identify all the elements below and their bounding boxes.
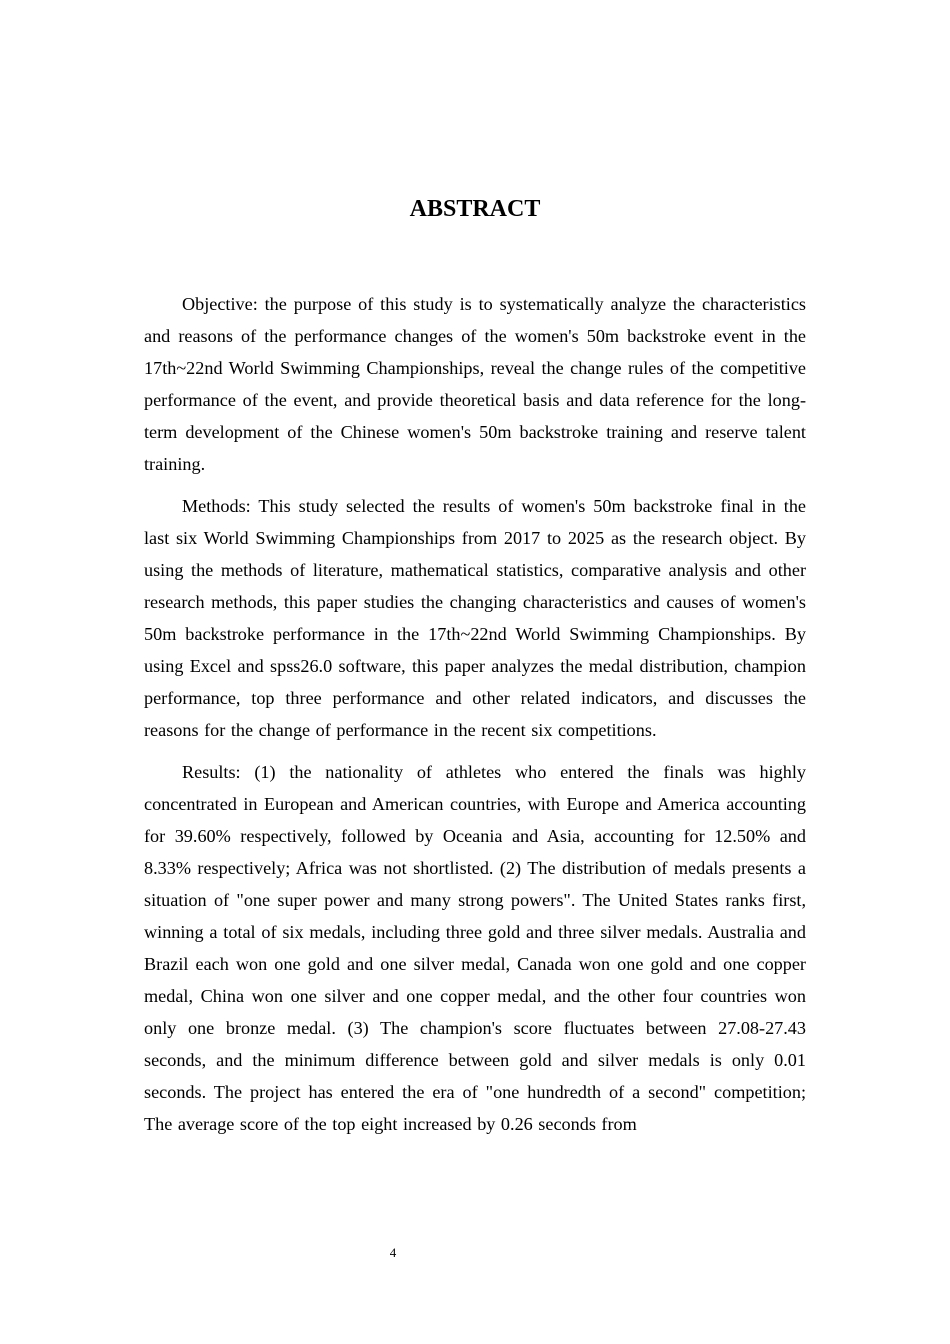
methods-paragraph: Methods: This study selected the results of women's 50m backstroke final in the last six World Swimming Championships from 2017 to 2025 as the research object. By using the methods of literature, mathematical statistics, comparative analysis and other research methods, this paper studies the changing characteristics and causes of women's 50m backstroke performance in the 17th~22nd World Swimming Championships. By using Excel and spss26.0 software, this paper analyzes the medal distribution, champion performance, top three performance and other related indicators, and discusses the reasons for the change of performance in the recent six competitions. xyxy=(144,496,806,740)
page-number: 4 xyxy=(389,1245,397,1260)
abstract-heading: ABSTRACT xyxy=(409,196,541,222)
results-paragraph: Results: (1) the nationality of athletes who entered the finals was highly concentrated in European and American countries, with Europe and America accounting for 39.60% respectively, followed by Oceania and Asia, accounting for 12.50% and 8.33% respectively; Africa was not shortlisted. (2) The distribution of medals presents a situation of "one super power and many strong powers". The United States ranks first, winning a total of six medals, including three gold and three silver medals. Australia and Brazil each won one gold and one silver medal, Canada won one gold and one copper medal, China won one silver and one copper medal, and the other four countries won only one bronze medal. (3) The champion's score fluctuates between 27.08-27.43 seconds, and the minimum difference between gold and silver medals is only 0.01 seconds. The project has entered the era of "one hundredth of a second" competition; The average score of the top eight increased by 0.26 seconds from xyxy=(144,762,806,1134)
objective-paragraph: Objective: the purpose of this study is to systematically analyze the characteristics and reasons of the performance changes of the women's 50m backstroke event in the 17th~22nd World Swimming Championships, reveal the change rules of the competitive performance of the event, and provide theoretical basis and data reference for the long-term development of the Chinese women's 50m backstroke training and reserve talent training. xyxy=(144,294,806,474)
abstract-body xyxy=(144,288,806,1150)
